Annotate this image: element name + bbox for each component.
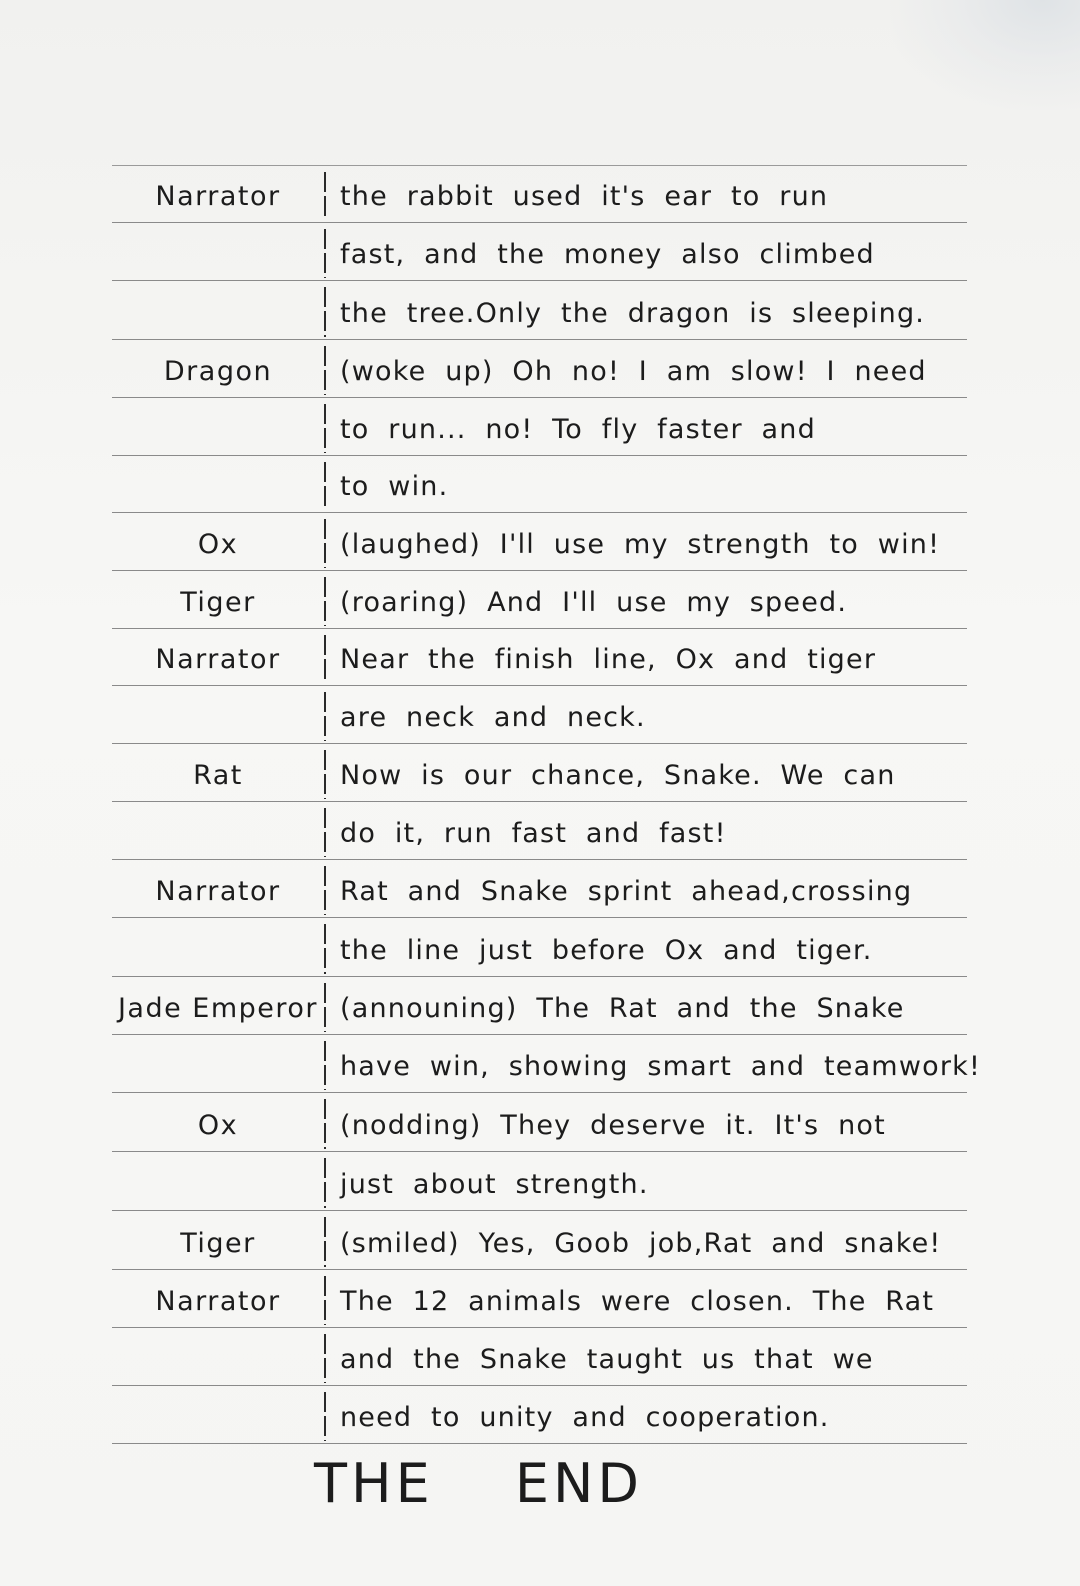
script-row bbox=[112, 1270, 967, 1328]
dialogue-line: are neck and neck. bbox=[340, 702, 646, 733]
speaker-name: Ox bbox=[197, 1110, 239, 1141]
dialogue-line: have win, showing smart and teamwork! bbox=[340, 1051, 981, 1082]
dialogue-line: the tree.Only the dragon is sleeping. bbox=[340, 298, 926, 329]
dialogue-line: the line just before Ox and tiger. bbox=[340, 935, 873, 966]
script-row bbox=[112, 1328, 967, 1386]
script-row bbox=[112, 281, 967, 340]
script-row bbox=[112, 513, 967, 571]
dialogue-line: fast, and the money also climbed bbox=[340, 239, 875, 270]
script-row bbox=[112, 1093, 967, 1152]
dialogue-line: (smiled) Yes, Goob job,Rat and snake! bbox=[340, 1228, 942, 1259]
dialogue-line: (nodding) They deserve it. It's not bbox=[340, 1110, 886, 1141]
dialogue-line: Now is our chance, Snake. We can bbox=[340, 760, 896, 791]
speaker-name bbox=[112, 1200, 324, 1210]
script-row bbox=[112, 686, 967, 744]
speaker-name: Tiger bbox=[180, 1228, 256, 1259]
script-row bbox=[112, 918, 967, 977]
script-row bbox=[112, 977, 967, 1035]
speaker-name bbox=[112, 966, 324, 976]
script-row bbox=[112, 571, 967, 629]
speaker-name bbox=[112, 1082, 324, 1092]
dialogue-line: Near the finish line, Ox and tiger bbox=[340, 644, 877, 675]
script-row bbox=[112, 398, 967, 456]
dialogue-line: (laughed) I'll use my strength to win! bbox=[340, 529, 941, 560]
dialogue-line: (announing) The Rat and the Snake bbox=[340, 993, 905, 1024]
the-end-title: THE END bbox=[314, 1452, 643, 1515]
dialogue-line: The 12 animals were closen. The Rat bbox=[340, 1286, 935, 1317]
script-row bbox=[112, 1386, 967, 1444]
script-row bbox=[112, 1152, 967, 1211]
speaker-name: Rat bbox=[193, 760, 243, 791]
dialogue-line: Rat and Snake sprint ahead,crossing bbox=[340, 876, 913, 907]
speaker-name: Ox bbox=[197, 529, 239, 560]
speaker-name: Narrator bbox=[155, 644, 281, 675]
script-row bbox=[112, 629, 967, 686]
script-row bbox=[112, 340, 967, 398]
speaker-name: Narrator bbox=[155, 181, 281, 212]
script-row bbox=[112, 1035, 981, 1093]
dialogue-line: the rabbit used it's ear to run bbox=[340, 181, 829, 212]
speaker-name bbox=[112, 445, 324, 455]
speaker-name: Narrator bbox=[155, 1286, 281, 1317]
speaker-name: Dragon bbox=[163, 356, 273, 387]
speaker-name bbox=[112, 733, 324, 743]
dialogue-line: need to unity and cooperation. bbox=[340, 1402, 830, 1433]
speaker-name bbox=[112, 270, 324, 280]
speaker-name: Narrator bbox=[155, 876, 281, 907]
script-row bbox=[112, 1211, 967, 1270]
dialogue-line: to run... no! To fly faster and bbox=[340, 414, 816, 445]
speaker-name bbox=[112, 849, 324, 859]
script-row bbox=[112, 165, 967, 223]
dialogue-line: do it, run fast and fast! bbox=[340, 818, 727, 849]
speaker-name bbox=[112, 329, 324, 339]
speaker-name: Tiger bbox=[180, 587, 256, 618]
dialogue-line: (woke up) Oh no! I am slow! I need bbox=[340, 356, 927, 387]
speaker-name bbox=[112, 502, 324, 512]
speaker-name: Jade Emperor bbox=[117, 993, 319, 1024]
speaker-name bbox=[112, 1433, 324, 1443]
script-row bbox=[112, 802, 967, 860]
dialogue-line: (roaring) And I'll use my speed. bbox=[340, 587, 848, 618]
dialogue-line: just about strength. bbox=[340, 1169, 649, 1200]
dialogue-line: and the Snake taught us that we bbox=[340, 1344, 874, 1375]
script-row bbox=[112, 456, 967, 513]
script-row bbox=[112, 744, 967, 802]
dialogue-line: to win. bbox=[340, 471, 449, 502]
corner-shadow bbox=[890, 0, 1080, 110]
script-row bbox=[112, 223, 967, 281]
script-row bbox=[112, 860, 967, 918]
speaker-name bbox=[112, 1375, 324, 1385]
script-table bbox=[112, 165, 981, 1444]
